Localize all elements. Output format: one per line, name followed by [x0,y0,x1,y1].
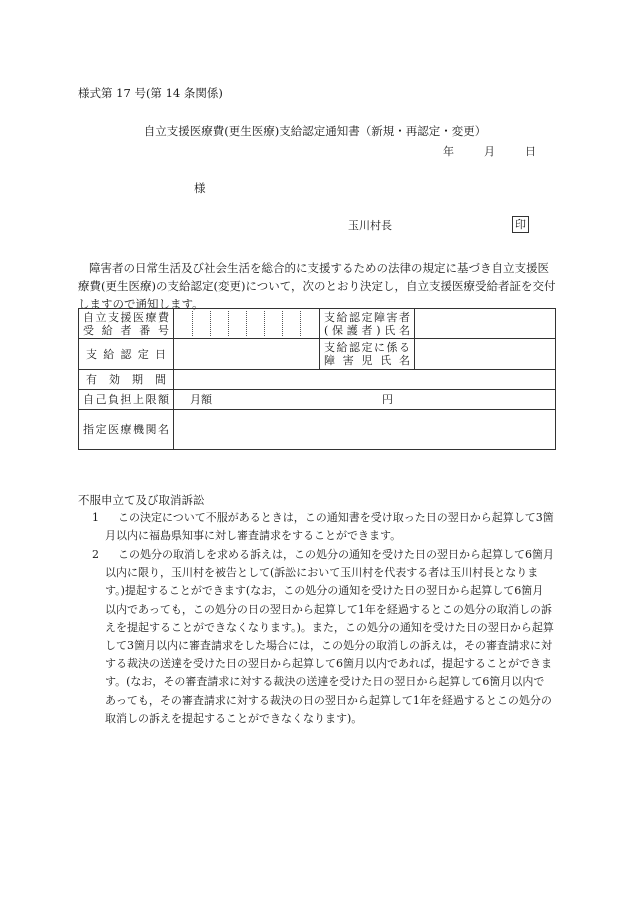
appeal-item-1 [92,509,554,545]
recipient-number-label: 自立支援医療費 受給者番号 [79,309,174,339]
appeal-item-2 [92,546,554,728]
cert-date-label: 支給認定日 [79,339,174,370]
cert-date-value [174,339,320,370]
appeal-item-2-text: この処分の取消しを求める訴えは，この処分の通知を受けた日の翌日から起算して6箇月以内に限り，玉川村を被告として(訴訟において玉川村を代表する者は玉川村長となります。)提起することができます(なお，この処分の通知を受けた日の翌日から起算して6箇月以内であっても，この処分の日の翌日から起算して1年を経過するとこの処分の取消しの訴えを提起することができなくなります。)。また，この処分の通知を受けた日の翌日から起算して3箇月以内に審査請求をした場合には，この処分の取消しの訴えは，その審査請求に対する裁決の送達を受けた日の翌日から起算して6箇月以内であれば，提起することができます。(なお，その審査請求に対する裁決の送達を受けた日の翌日から起算して6箇月以内であっても，その審査請求に対する裁決の日の翌日から起算して1年を経過するとこの処分の取消しの訴えを提起することができなくなります)。 [105,548,554,725]
patient-name-value [415,309,556,339]
certification-table [78,308,556,450]
table-row [79,339,556,370]
date-day-label: 日 [525,145,536,158]
appeal-item-1-number: 1 [92,511,99,524]
table-row [79,410,556,450]
appeal-item-1-text: この決定について不服があるときは，この通知書を受け取った日の翌日から起算して3箇月以内に福島県知事に対し審査請求をすることができます。 [105,511,554,543]
issuer-name: 玉川村長 [348,219,392,232]
institution-label: 指定医療機関名 [79,410,174,450]
institution-value [174,410,556,450]
monthly-label: 月額 [190,393,212,406]
validity-label: 有効期間 [79,370,174,390]
recipient-suffix: 様 [194,181,206,195]
appeal-heading: 不服申立て及び取消訴訟 [78,493,205,507]
document-title: 自立支援医療費(更生医療)支給認定通知書（新規・再認定・変更） [143,124,487,138]
limit-value [174,390,556,410]
table-row [79,370,556,390]
date-month-label: 月 [484,145,495,158]
validity-value [174,370,556,390]
seal-mark: 印 [512,216,529,233]
date-line [443,143,536,159]
table-row [79,309,556,339]
date-year-label: 年 [443,145,454,158]
appeal-item-2-number: 2 [92,548,99,561]
patient-name-label: 支給認定障害者 (保護者)氏名 [320,309,415,339]
limit-label: 自己負担上限額 [79,390,174,410]
intro-paragraph: 障害者の日常生活及び社会生活を総合的に支援するための法律の規定に基づき自立支援医療費(更生医療)の支給認定(変更)について，次のとおり決定し，自立支援医療受給者証を交付しますので通知します。 [78,261,556,311]
yen-unit: 円 [382,393,393,406]
child-name-value [415,339,556,370]
form-number: 様式第 17 号(第 14 条関係) [78,86,223,100]
recipient-number-boxes [174,309,320,339]
table-row [79,390,556,410]
child-name-label: 支給認定に係る 障害児氏名 [320,339,415,370]
